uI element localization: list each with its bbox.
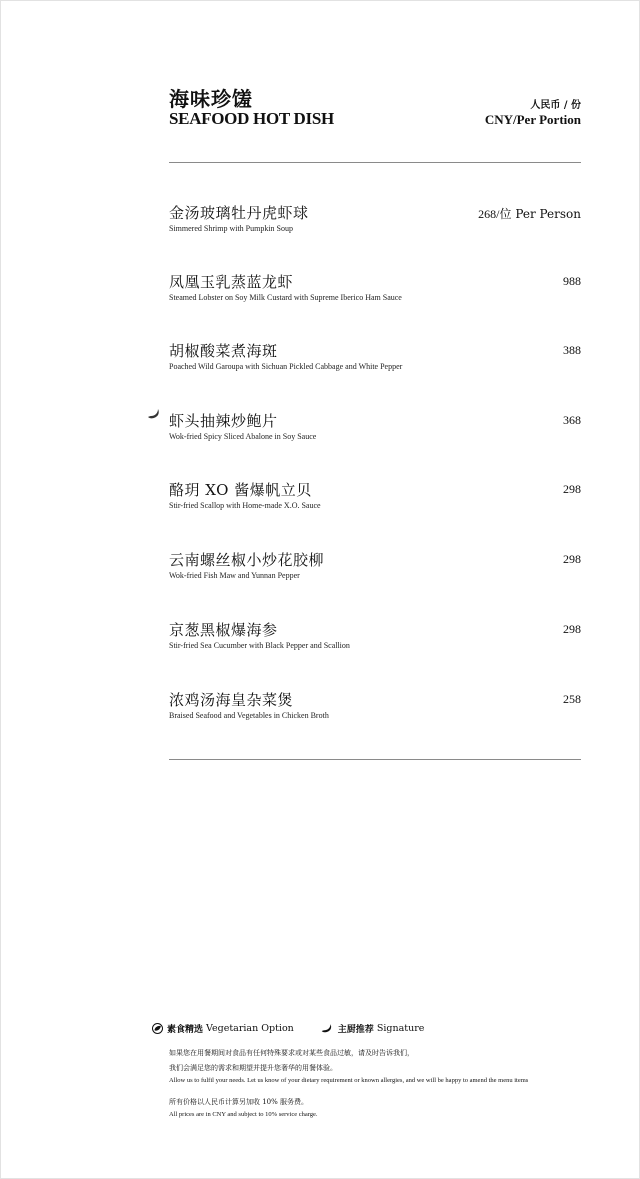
allergy-note-en: Allow us to fulfil your needs. Let us know of your dietary requirement or known allergies, and we will be happy to amend the menu items bbox=[169, 1077, 529, 1084]
item-name-en: Wok-fried Spicy Sliced Abalone in Soy Sauce bbox=[169, 432, 317, 441]
item-name-cn: 酪玥 XO 酱爆帆立贝 bbox=[169, 481, 312, 499]
item-price: 388 bbox=[563, 343, 581, 357]
item-name-cn: 金汤玻璃牡丹虎虾球 bbox=[169, 204, 309, 222]
menu-item[interactable] bbox=[169, 340, 581, 390]
price-note-cn: 所有价格以人民币计算另加收 10% 服务费。 bbox=[169, 1098, 309, 1106]
item-price: 988 bbox=[563, 274, 581, 288]
item-name-cn: 虾头抽辣炒鲍片 bbox=[169, 412, 278, 430]
item-name-cn: 胡椒酸菜煮海斑 bbox=[169, 342, 278, 360]
legend-veg-en: Vegetarian Option bbox=[206, 1023, 294, 1034]
price-note-en: All prices are in CNY and subject to 10% service charge. bbox=[169, 1111, 318, 1118]
item-name-cn: 京葱黑椒爆海参 bbox=[169, 621, 278, 639]
section-title-cn: 海味珍馐 bbox=[169, 87, 253, 111]
section-title-en: SEAFOOD HOT DISH bbox=[169, 109, 334, 128]
allergy-note-cn-2: 我们会满足您的需求和期望并提升您奢华的用餐体验。 bbox=[169, 1064, 337, 1072]
item-name-cn: 浓鸡汤海皇杂菜煲 bbox=[169, 691, 294, 709]
item-price: 298 bbox=[563, 552, 581, 566]
legend-veg-cn: 素食精选 bbox=[167, 1025, 204, 1035]
allergy-note-cn-1: 如果您在用餐期间对食品有任何特殊要求或对某些食品过敏，请及时告诉我们， bbox=[169, 1049, 414, 1057]
item-price: 298 bbox=[563, 482, 581, 496]
item-name-en: Stir-fried Scallop with Home-made X.O. Sauce bbox=[169, 501, 321, 510]
leaf-icon bbox=[152, 1023, 163, 1034]
legend bbox=[152, 1022, 424, 1035]
item-name-cn: 云南螺丝椒小炒花胶柳 bbox=[169, 551, 325, 569]
crescent-icon bbox=[320, 1023, 334, 1034]
item-name-en: Steamed Lobster on Soy Milk Custard with Supreme Iberico Ham Sauce bbox=[169, 293, 402, 302]
menu-item[interactable] bbox=[169, 689, 581, 739]
item-name-en: Braised Seafood and Vegetables in Chicken Broth bbox=[169, 711, 329, 720]
item-price: 368 bbox=[563, 413, 581, 427]
item-price: 258 bbox=[563, 692, 581, 706]
currency-unit-cn: 人民币 / 份 bbox=[530, 100, 581, 111]
menu-item[interactable] bbox=[169, 549, 581, 599]
item-price: 268/位 Per Person bbox=[478, 207, 581, 221]
currency-unit-en: CNY/Per Portion bbox=[484, 112, 581, 127]
item-name-en: Wok-fried Fish Maw and Yunnan Pepper bbox=[169, 571, 300, 580]
menu-item[interactable] bbox=[169, 202, 581, 252]
legend-signature-en: Signature bbox=[376, 1023, 425, 1034]
menu-item[interactable] bbox=[169, 410, 581, 460]
menu-item[interactable] bbox=[169, 271, 581, 321]
top-divider bbox=[169, 162, 581, 163]
menu-item[interactable] bbox=[169, 479, 581, 529]
bottom-divider bbox=[169, 759, 581, 760]
menu-item[interactable] bbox=[169, 619, 581, 669]
item-name-en: Simmered Shrimp with Pumpkin Soup bbox=[169, 224, 294, 233]
item-name-en: Stir-fried Sea Cucumber with Black Pepper and Scallion bbox=[169, 641, 350, 650]
crescent-icon bbox=[146, 408, 162, 420]
item-name-cn: 凤凰玉乳蒸蓝龙虾 bbox=[169, 273, 294, 291]
item-name-en: Poached Wild Garoupa with Sichuan Pickled Cabbage and White Pepper bbox=[169, 362, 403, 371]
item-price: 298 bbox=[563, 622, 581, 636]
legend-signature-cn: 主厨推荐 bbox=[337, 1025, 374, 1035]
